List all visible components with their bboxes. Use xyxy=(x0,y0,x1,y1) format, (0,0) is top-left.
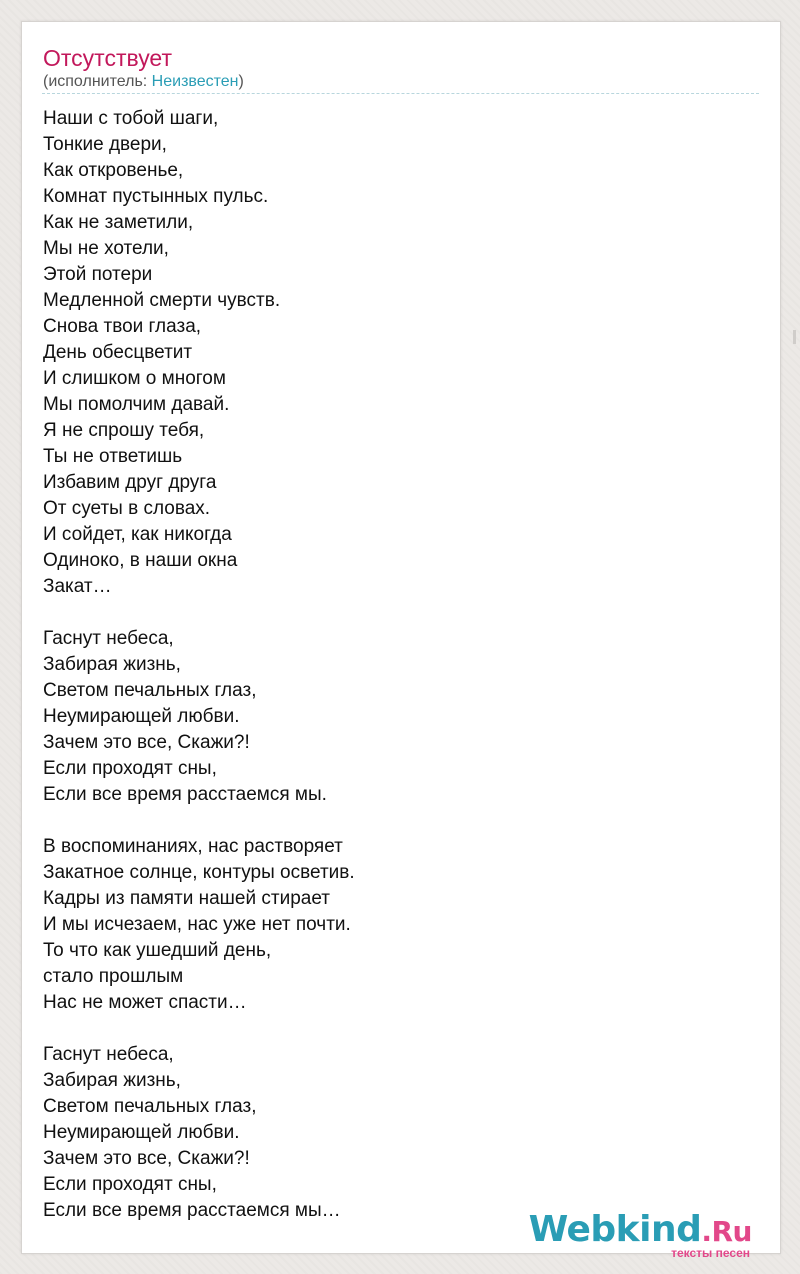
lyric-line: От суеты в словах. xyxy=(43,498,211,519)
lyric-line: Я не спрошу тебя, xyxy=(43,420,205,441)
lyric-line: Если все время расстаемся мы… xyxy=(43,1200,341,1221)
scrollbar-thumb[interactable] xyxy=(793,330,796,344)
lyric-line: Если проходят сны, xyxy=(43,1174,217,1195)
lyric-line: Как не заметили, xyxy=(43,212,194,233)
lyric-line: Закат… xyxy=(43,576,112,597)
lyric-line: Комнат пустынных пульс. xyxy=(43,186,269,207)
lyric-line: Мы помолчим давай. xyxy=(43,394,230,415)
site-logo[interactable] xyxy=(528,1209,752,1260)
lyric-line: Снова твои глаза, xyxy=(43,316,202,337)
artist-suffix: ) xyxy=(238,73,244,90)
song-title: Отсутствует xyxy=(43,45,172,71)
lyric-line: Светом печальных глаз, xyxy=(43,1096,257,1117)
stanza-break xyxy=(43,808,355,834)
lyric-line: Как откровенье, xyxy=(43,160,184,181)
stanza-break xyxy=(43,600,355,626)
lyric-line: То что как ушедший день, xyxy=(43,940,272,961)
lyric-line: Избавим друг друга xyxy=(43,472,217,493)
lyric-line: Если все время расстаемся мы. xyxy=(43,784,327,805)
lyric-line: Закатное солнце, контуры осветив. xyxy=(43,862,355,883)
logo-name: Webkind xyxy=(528,1209,702,1250)
lyric-line: День обесцветит xyxy=(43,342,193,363)
lyric-line: стало прошлым xyxy=(43,966,184,987)
lyric-line: И сойдет, как никогда xyxy=(43,524,232,545)
header-divider xyxy=(42,93,759,94)
lyric-line: Забирая жизнь, xyxy=(43,654,181,675)
lyric-line: И слишком о многом xyxy=(43,368,226,389)
lyric-line: Зачем это все, Скажи?! xyxy=(43,732,250,753)
lyric-line: Тонкие двери, xyxy=(43,134,167,155)
artist-line xyxy=(43,72,244,92)
logo-tagline: тексты песен xyxy=(671,1246,750,1260)
lyric-line: Светом печальных глаз, xyxy=(43,680,257,701)
artist-prefix: (исполнитель: xyxy=(43,73,152,90)
logo-tld: .Ru xyxy=(701,1215,752,1248)
stanza-break xyxy=(43,1016,355,1042)
lyric-line: Ты не ответишь xyxy=(43,446,183,467)
lyric-line: И мы исчезаем, нас уже нет почти. xyxy=(43,914,351,935)
lyric-line: В воспоминаниях, нас растворяет xyxy=(43,836,343,857)
lyric-line: Этой потери xyxy=(43,264,153,285)
lyric-line: Неумирающей любви. xyxy=(43,706,240,727)
artist-link[interactable]: Неизвестен xyxy=(151,73,239,90)
lyric-line: Одиноко, в наши окна xyxy=(43,550,238,571)
lyric-line: Неумирающей любви. xyxy=(43,1122,240,1143)
lyric-line: Если проходят сны, xyxy=(43,758,217,779)
lyric-line: Забирая жизнь, xyxy=(43,1070,181,1091)
lyric-line: Наши с тобой шаги, xyxy=(43,108,219,129)
lyric-line: Зачем это все, Скажи?! xyxy=(43,1148,250,1169)
lyrics-text xyxy=(43,106,355,1224)
lyric-line: Кадры из памяти нашей стирает xyxy=(43,888,330,909)
lyrics-card xyxy=(21,21,781,1260)
lyric-line: Нас не может спасти… xyxy=(43,992,247,1013)
lyric-line: Медленной смерти чувств. xyxy=(43,290,281,311)
lyric-line: Гаснут небеса, xyxy=(43,628,174,649)
lyric-line: Гаснут небеса, xyxy=(43,1044,174,1065)
lyric-line: Мы не хотели, xyxy=(43,238,169,259)
